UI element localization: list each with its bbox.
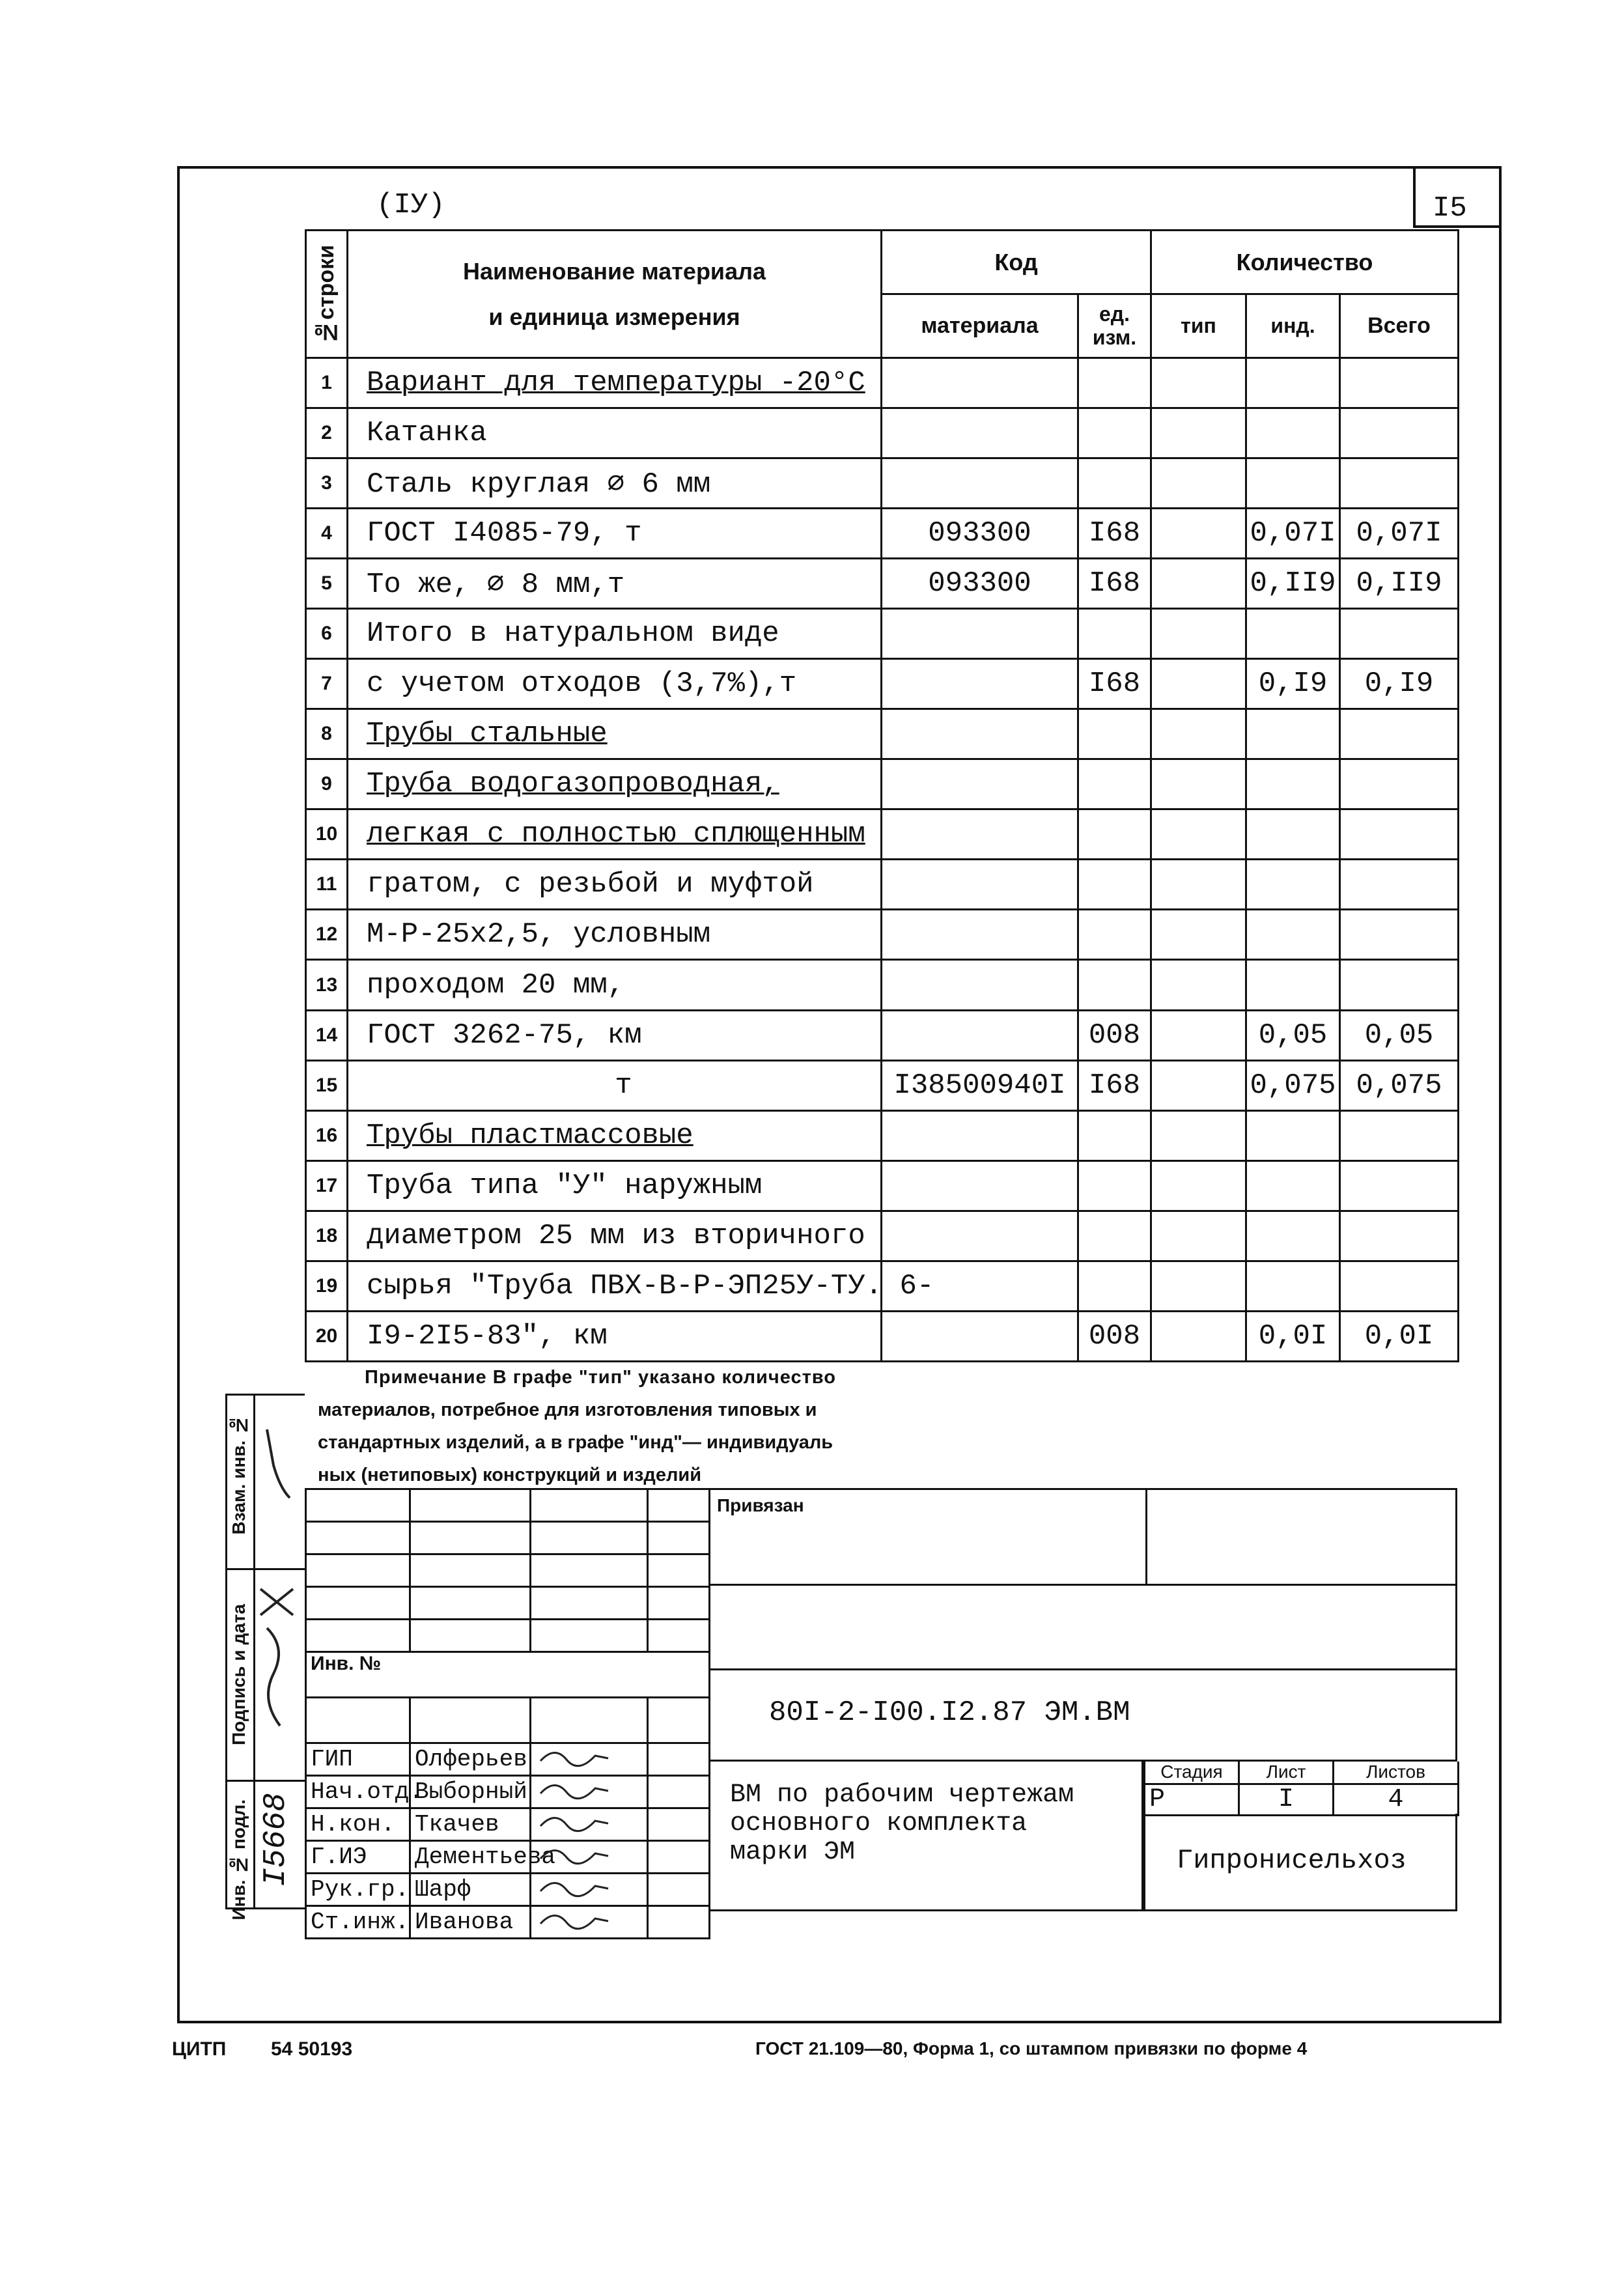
qty-type <box>1151 809 1246 860</box>
qty-ind <box>1246 809 1340 860</box>
row-number: 3 <box>306 458 348 509</box>
qty-total <box>1340 910 1459 960</box>
qty-type <box>1151 1211 1246 1261</box>
material-code <box>882 759 1078 809</box>
signature-mark <box>531 1776 648 1808</box>
material-name: М-Р-25х2,5, условным <box>348 910 882 960</box>
row-number: 14 <box>306 1010 348 1060</box>
organization-area <box>1143 1814 1457 1911</box>
signature-row <box>306 1906 710 1939</box>
table-row <box>306 609 1459 659</box>
signature-role: Ст.инж. <box>306 1906 410 1939</box>
sheet-number: I5 <box>1433 192 1467 225</box>
material-name: ГОСТ I4085-79, т <box>348 509 882 559</box>
table-row <box>306 659 1459 709</box>
signature-name: Шарф <box>410 1874 531 1906</box>
material-name: гратом, с резьбой и муфтой <box>348 860 882 910</box>
material-name: сырья "Труба ПВХ-В-Р-ЭП25У-ТУ. 6- <box>348 1261 882 1311</box>
table-row <box>306 458 1459 509</box>
signature-name: Ткачев <box>410 1808 531 1841</box>
material-name: проходом 20 мм, <box>348 960 882 1010</box>
unit-code <box>1078 960 1151 1010</box>
qty-type <box>1151 1010 1246 1060</box>
signature-role: Рук.гр. <box>306 1874 410 1906</box>
signature-mark <box>531 1743 648 1776</box>
side-label-inv-orig: Инв. № подл. <box>229 1799 249 1920</box>
qty-total <box>1340 458 1459 509</box>
material-name: легкая с полностью сплющенным <box>348 809 882 860</box>
signature-date <box>648 1841 710 1874</box>
qty-type <box>1151 1060 1246 1110</box>
stage-value: Р <box>1145 1784 1239 1815</box>
footer-gost: ГОСТ 21.109—80, Форма 1, со штампом привязки по форме 4 <box>755 2038 1308 2059</box>
row-number: 13 <box>306 960 348 1010</box>
stage-table <box>1143 1762 1459 1816</box>
material-name: Катанка <box>348 408 882 458</box>
signature-mark <box>531 1874 648 1906</box>
header-code-material: материала <box>882 294 1078 358</box>
table-row <box>306 1010 1459 1060</box>
qty-type <box>1151 709 1246 759</box>
signature-name: Олферьев <box>410 1743 531 1776</box>
qty-type <box>1151 458 1246 509</box>
qty-ind <box>1246 860 1340 910</box>
note <box>318 1361 1334 1491</box>
table-row <box>306 709 1459 759</box>
material-code <box>882 1160 1078 1211</box>
table-row <box>306 1211 1459 1261</box>
row-number: 15 <box>306 1060 348 1110</box>
qty-type <box>1151 1261 1246 1311</box>
unit-code: I68 <box>1078 1060 1151 1110</box>
row-number: 9 <box>306 759 348 809</box>
unit-code <box>1078 860 1151 910</box>
qty-total: 0,075 <box>1340 1060 1459 1110</box>
material-code <box>882 1110 1078 1160</box>
qty-total <box>1340 960 1459 1010</box>
doc-title-line-3: марки ЭМ <box>730 1838 856 1867</box>
signature-date <box>648 1743 710 1776</box>
unit-code <box>1078 910 1151 960</box>
unit-code: 008 <box>1078 1010 1151 1060</box>
sheet-value: I <box>1239 1784 1334 1815</box>
unit-code <box>1078 759 1151 809</box>
qty-total <box>1340 759 1459 809</box>
table-row <box>306 809 1459 860</box>
qty-ind: 0,07I <box>1246 509 1340 559</box>
qty-type <box>1151 659 1246 709</box>
side-inv-orig-value: I5668 <box>259 1793 294 1887</box>
note-line-3: стандартных изделий, а в графе "инд"— индивидуаль <box>318 1432 833 1453</box>
unit-code <box>1078 709 1151 759</box>
row-number: 2 <box>306 408 348 458</box>
unit-code <box>1078 809 1151 860</box>
signature-date <box>648 1874 710 1906</box>
qty-total: 0,I9 <box>1340 659 1459 709</box>
table-row <box>306 860 1459 910</box>
doc-title-line-1: ВМ по рабочим чертежам <box>730 1780 1074 1810</box>
qty-type <box>1151 910 1246 960</box>
row-number: 6 <box>306 609 348 659</box>
material-code: 093300 <box>882 559 1078 609</box>
table-row <box>306 1261 1459 1311</box>
material-code <box>882 860 1078 910</box>
unit-code: 008 <box>1078 1311 1151 1361</box>
header-name: Наименование материала и единица измерения <box>348 231 882 358</box>
material-code <box>882 1211 1078 1261</box>
material-name: То же, ∅ 8 мм,т <box>348 559 882 609</box>
doc-title-area <box>708 1762 1143 1911</box>
table-row <box>306 559 1459 609</box>
header-qty-total: Всего <box>1340 294 1459 358</box>
material-code <box>882 458 1078 509</box>
note-line-1: Примечание В графе "тип" указано количество <box>365 1367 836 1388</box>
table-row <box>306 1160 1459 1211</box>
material-name: Сталь круглая ∅ 6 мм <box>348 458 882 509</box>
doc-code: 80I-2-I00.I2.87 ЭМ.ВМ <box>769 1696 1130 1729</box>
signature-row <box>306 1776 710 1808</box>
row-number: 1 <box>306 358 348 408</box>
blank-area <box>708 1586 1457 1670</box>
material-code <box>882 609 1078 659</box>
row-number: 11 <box>306 860 348 910</box>
row-number: 4 <box>306 509 348 559</box>
signature-row <box>306 1841 710 1874</box>
qty-total <box>1340 609 1459 659</box>
unit-code: I68 <box>1078 509 1151 559</box>
signature-role: Н.кон. <box>306 1808 410 1841</box>
section-label: (IУ) <box>376 189 445 221</box>
qty-ind: 0,I9 <box>1246 659 1340 709</box>
material-name: т <box>348 1060 882 1110</box>
sheet-label: Лист <box>1239 1762 1334 1784</box>
qty-total <box>1340 1160 1459 1211</box>
stage-label: Стадия <box>1145 1762 1239 1784</box>
signature-role: Г.ИЭ <box>306 1841 410 1874</box>
table-row <box>306 910 1459 960</box>
qty-ind <box>1246 609 1340 659</box>
qty-type <box>1151 1160 1246 1211</box>
header-code: Код <box>882 231 1151 294</box>
table-row <box>306 759 1459 809</box>
qty-ind: 0,05 <box>1246 1010 1340 1060</box>
material-code <box>882 659 1078 709</box>
material-code <box>882 408 1078 458</box>
unit-code: I68 <box>1078 659 1151 709</box>
sheets-value: 4 <box>1334 1784 1459 1815</box>
side-label-sign-date: Подпись и дата <box>229 1604 249 1745</box>
table-row <box>306 1110 1459 1160</box>
row-number: 12 <box>306 910 348 960</box>
material-code <box>882 809 1078 860</box>
table-row <box>306 358 1459 408</box>
qty-type <box>1151 358 1246 408</box>
material-name: Труба типа "У" наружным <box>348 1160 882 1211</box>
handwritten-date <box>254 1576 300 1732</box>
side-label-replace-inv: Взам. инв. № <box>229 1415 249 1535</box>
qty-total <box>1340 1261 1459 1311</box>
unit-code <box>1078 1160 1151 1211</box>
signature-row <box>306 1874 710 1906</box>
row-number: 18 <box>306 1211 348 1261</box>
material-code: I38500940I <box>882 1060 1078 1110</box>
material-name: I9-2I5-83", км <box>348 1311 882 1361</box>
unit-code: I68 <box>1078 559 1151 609</box>
unit-code <box>1078 408 1151 458</box>
doc-title-line-2: основного комплекта <box>730 1809 1028 1838</box>
qty-ind <box>1246 1110 1340 1160</box>
row-number: 7 <box>306 659 348 709</box>
row-number: 17 <box>306 1160 348 1211</box>
unit-code <box>1078 1211 1151 1261</box>
row-number: 10 <box>306 809 348 860</box>
signature-mark <box>531 1808 648 1841</box>
attached-area <box>708 1488 1457 1586</box>
material-code <box>882 709 1078 759</box>
qty-type <box>1151 1110 1246 1160</box>
qty-total <box>1340 1211 1459 1261</box>
qty-type <box>1151 609 1246 659</box>
header-code-unit: ед. изм. <box>1078 294 1151 358</box>
footer-num: 54 50193 <box>271 2038 353 2060</box>
header-quantity: Количество <box>1151 231 1459 294</box>
unit-code <box>1078 458 1151 509</box>
note-line-2: материалов, потребное для изготовления типовых и <box>318 1399 817 1420</box>
qty-ind <box>1246 1160 1340 1211</box>
material-name: с учетом отходов (3,7%),т <box>348 659 882 709</box>
material-name: Трубы пластмассовые <box>348 1110 882 1160</box>
material-code <box>882 960 1078 1010</box>
header-row-no: №строки <box>306 231 348 358</box>
inv-no-label: Инв. № <box>306 1652 710 1698</box>
row-number: 16 <box>306 1110 348 1160</box>
qty-type <box>1151 408 1246 458</box>
table-row <box>306 960 1459 1010</box>
material-code <box>882 1311 1078 1361</box>
doc-code-area <box>708 1670 1457 1762</box>
qty-total: 0,II9 <box>1340 559 1459 609</box>
material-name: Трубы стальные <box>348 709 882 759</box>
qty-ind <box>1246 960 1340 1010</box>
table-row <box>306 509 1459 559</box>
signature-role: Нач.отд. <box>306 1776 410 1808</box>
qty-type <box>1151 860 1246 910</box>
unit-code <box>1078 1110 1151 1160</box>
qty-total <box>1340 408 1459 458</box>
header-qty-ind: инд. <box>1246 294 1340 358</box>
signature-name: Дементьева <box>410 1841 531 1874</box>
material-name: ГОСТ 3262-75, км <box>348 1010 882 1060</box>
material-code <box>882 1010 1078 1060</box>
signature-date <box>648 1808 710 1841</box>
qty-ind <box>1246 1261 1340 1311</box>
signature-mark <box>531 1906 648 1939</box>
signature-mark <box>531 1841 648 1874</box>
qty-total <box>1340 358 1459 408</box>
attached-label: Привязан <box>717 1495 804 1515</box>
qty-type <box>1151 960 1246 1010</box>
header-qty-type: тип <box>1151 294 1246 358</box>
qty-ind <box>1246 910 1340 960</box>
qty-total: 0,05 <box>1340 1010 1459 1060</box>
title-block <box>305 1488 1457 1935</box>
qty-ind: 0,II9 <box>1246 559 1340 609</box>
qty-ind <box>1246 358 1340 408</box>
row-number: 8 <box>306 709 348 759</box>
note-line-4: ных (нетиповых) конструкций и изделий <box>318 1465 702 1485</box>
table-row <box>306 1311 1459 1361</box>
row-number: 20 <box>306 1311 348 1361</box>
unit-code <box>1078 1261 1151 1311</box>
signature-name: Иванова <box>410 1906 531 1939</box>
qty-total <box>1340 809 1459 860</box>
signature-role: ГИП <box>306 1743 410 1776</box>
qty-total <box>1340 1110 1459 1160</box>
sheets-label: Листов <box>1334 1762 1459 1784</box>
material-code <box>882 910 1078 960</box>
row-number: 5 <box>306 559 348 609</box>
qty-type <box>1151 559 1246 609</box>
handwritten-mark <box>254 1426 293 1504</box>
organization: Гипронисельхоз <box>1177 1845 1407 1876</box>
signature-name: Выборный <box>410 1776 531 1808</box>
qty-total: 0,07I <box>1340 509 1459 559</box>
material-code: 093300 <box>882 509 1078 559</box>
qty-type <box>1151 759 1246 809</box>
signature-grid <box>305 1488 710 1939</box>
row-number: 19 <box>306 1261 348 1311</box>
material-name: Итого в натуральном виде <box>348 609 882 659</box>
table-row <box>306 1060 1459 1110</box>
qty-ind: 0,075 <box>1246 1060 1340 1110</box>
signature-date <box>648 1776 710 1808</box>
footer-org: ЦИТП <box>172 2038 227 2060</box>
signature-row <box>306 1808 710 1841</box>
qty-ind: 0,0I <box>1246 1311 1340 1361</box>
qty-ind <box>1246 709 1340 759</box>
material-name: Вариант для температуры -20°С <box>348 358 882 408</box>
unit-code <box>1078 609 1151 659</box>
signature-row <box>306 1743 710 1776</box>
qty-type <box>1151 1311 1246 1361</box>
qty-ind <box>1246 759 1340 809</box>
material-name: диаметром 25 мм из вторичного <box>348 1211 882 1261</box>
materials-table <box>305 229 1459 1362</box>
qty-ind <box>1246 458 1340 509</box>
table-row <box>306 408 1459 458</box>
qty-total <box>1340 860 1459 910</box>
material-code <box>882 358 1078 408</box>
qty-total <box>1340 709 1459 759</box>
qty-total: 0,0I <box>1340 1311 1459 1361</box>
material-name: Труба водогазопроводная, <box>348 759 882 809</box>
qty-type <box>1151 509 1246 559</box>
signature-date <box>648 1906 710 1939</box>
unit-code <box>1078 358 1151 408</box>
qty-ind <box>1246 408 1340 458</box>
qty-ind <box>1246 1211 1340 1261</box>
